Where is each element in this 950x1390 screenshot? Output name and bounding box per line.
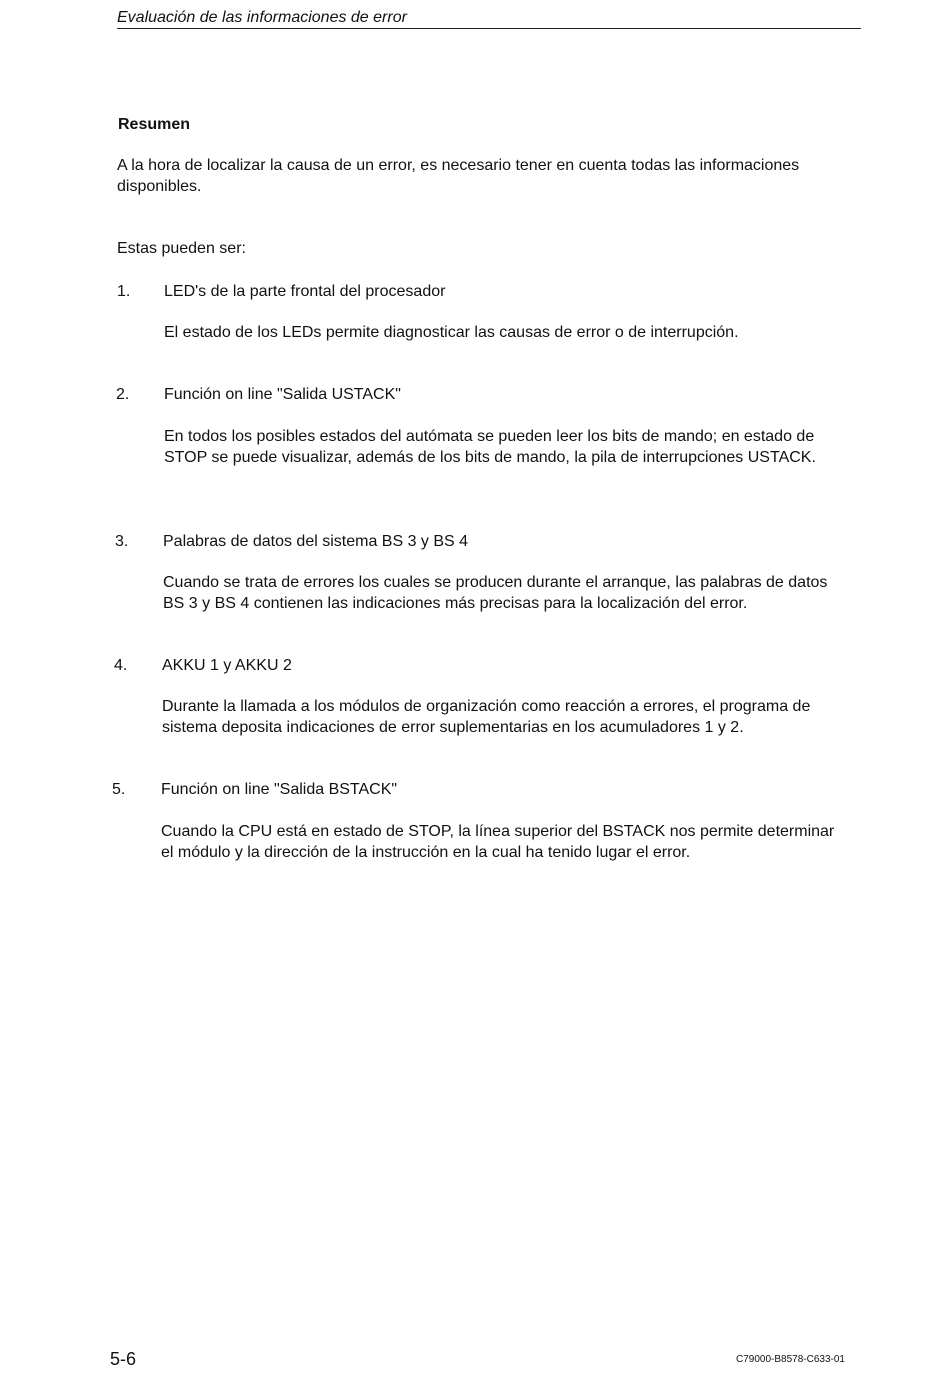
list-item-body: En todos los posibles estados del autómata se pueden leer los bits de mando; en estado de STOP se puede visualizar, además de los bits de mando, la pila de interrupciones USTACK. <box>164 428 816 466</box>
list-item-title: Función on line "Salida BSTACK" <box>161 781 398 798</box>
list-item-title: LED's de la parte frontal del procesador <box>164 283 446 300</box>
page-header <box>117 8 861 29</box>
page-number: 5-6 <box>110 1349 137 1369</box>
list-item-title: Función on line "Salida USTACK" <box>164 386 401 403</box>
list-item-number: 2. <box>116 386 130 403</box>
list-item-body: Durante la llamada a los módulos de organización como reacción a errores, el programa de sistema deposita indicaciones de error suplementarias en los acumuladores 1 y 2. <box>162 698 811 736</box>
list-item-body: Cuando se trata de errores los cuales se producen durante el arranque, las palabras de datos BS 3 y BS 4 contienen las indicaciones más precisas para la localización del error. <box>163 574 828 612</box>
list-item-number: 1. <box>117 283 131 300</box>
list-item-number: 5. <box>112 781 126 798</box>
list-item-number: 4. <box>114 657 128 674</box>
list-item-body: Cuando la CPU está en estado de STOP, la línea superior del BSTACK nos permite determinar el módulo y la dirección de la instrucción en la cual ha tenido lugar el error. <box>161 823 835 861</box>
list-item-title: Palabras de datos del sistema BS 3 y BS 4 <box>163 533 469 550</box>
list-lead-text: Estas pueden ser: <box>117 240 246 257</box>
header-title: Evaluación de las informaciones de error <box>117 9 407 26</box>
section-heading: Resumen <box>118 116 191 133</box>
list-item-number: 3. <box>115 533 129 550</box>
intro-paragraph: A la hora de localizar la causa de un error, es necesario tener en cuenta todas las informaciones disponibles. <box>117 157 800 195</box>
document-code: C79000-B8578-C633-01 <box>736 1354 845 1365</box>
list-item-body: El estado de los LEDs permite diagnosticar las causas de error o de interrupción. <box>164 324 739 341</box>
list-item-title: AKKU 1 y AKKU 2 <box>162 657 292 674</box>
